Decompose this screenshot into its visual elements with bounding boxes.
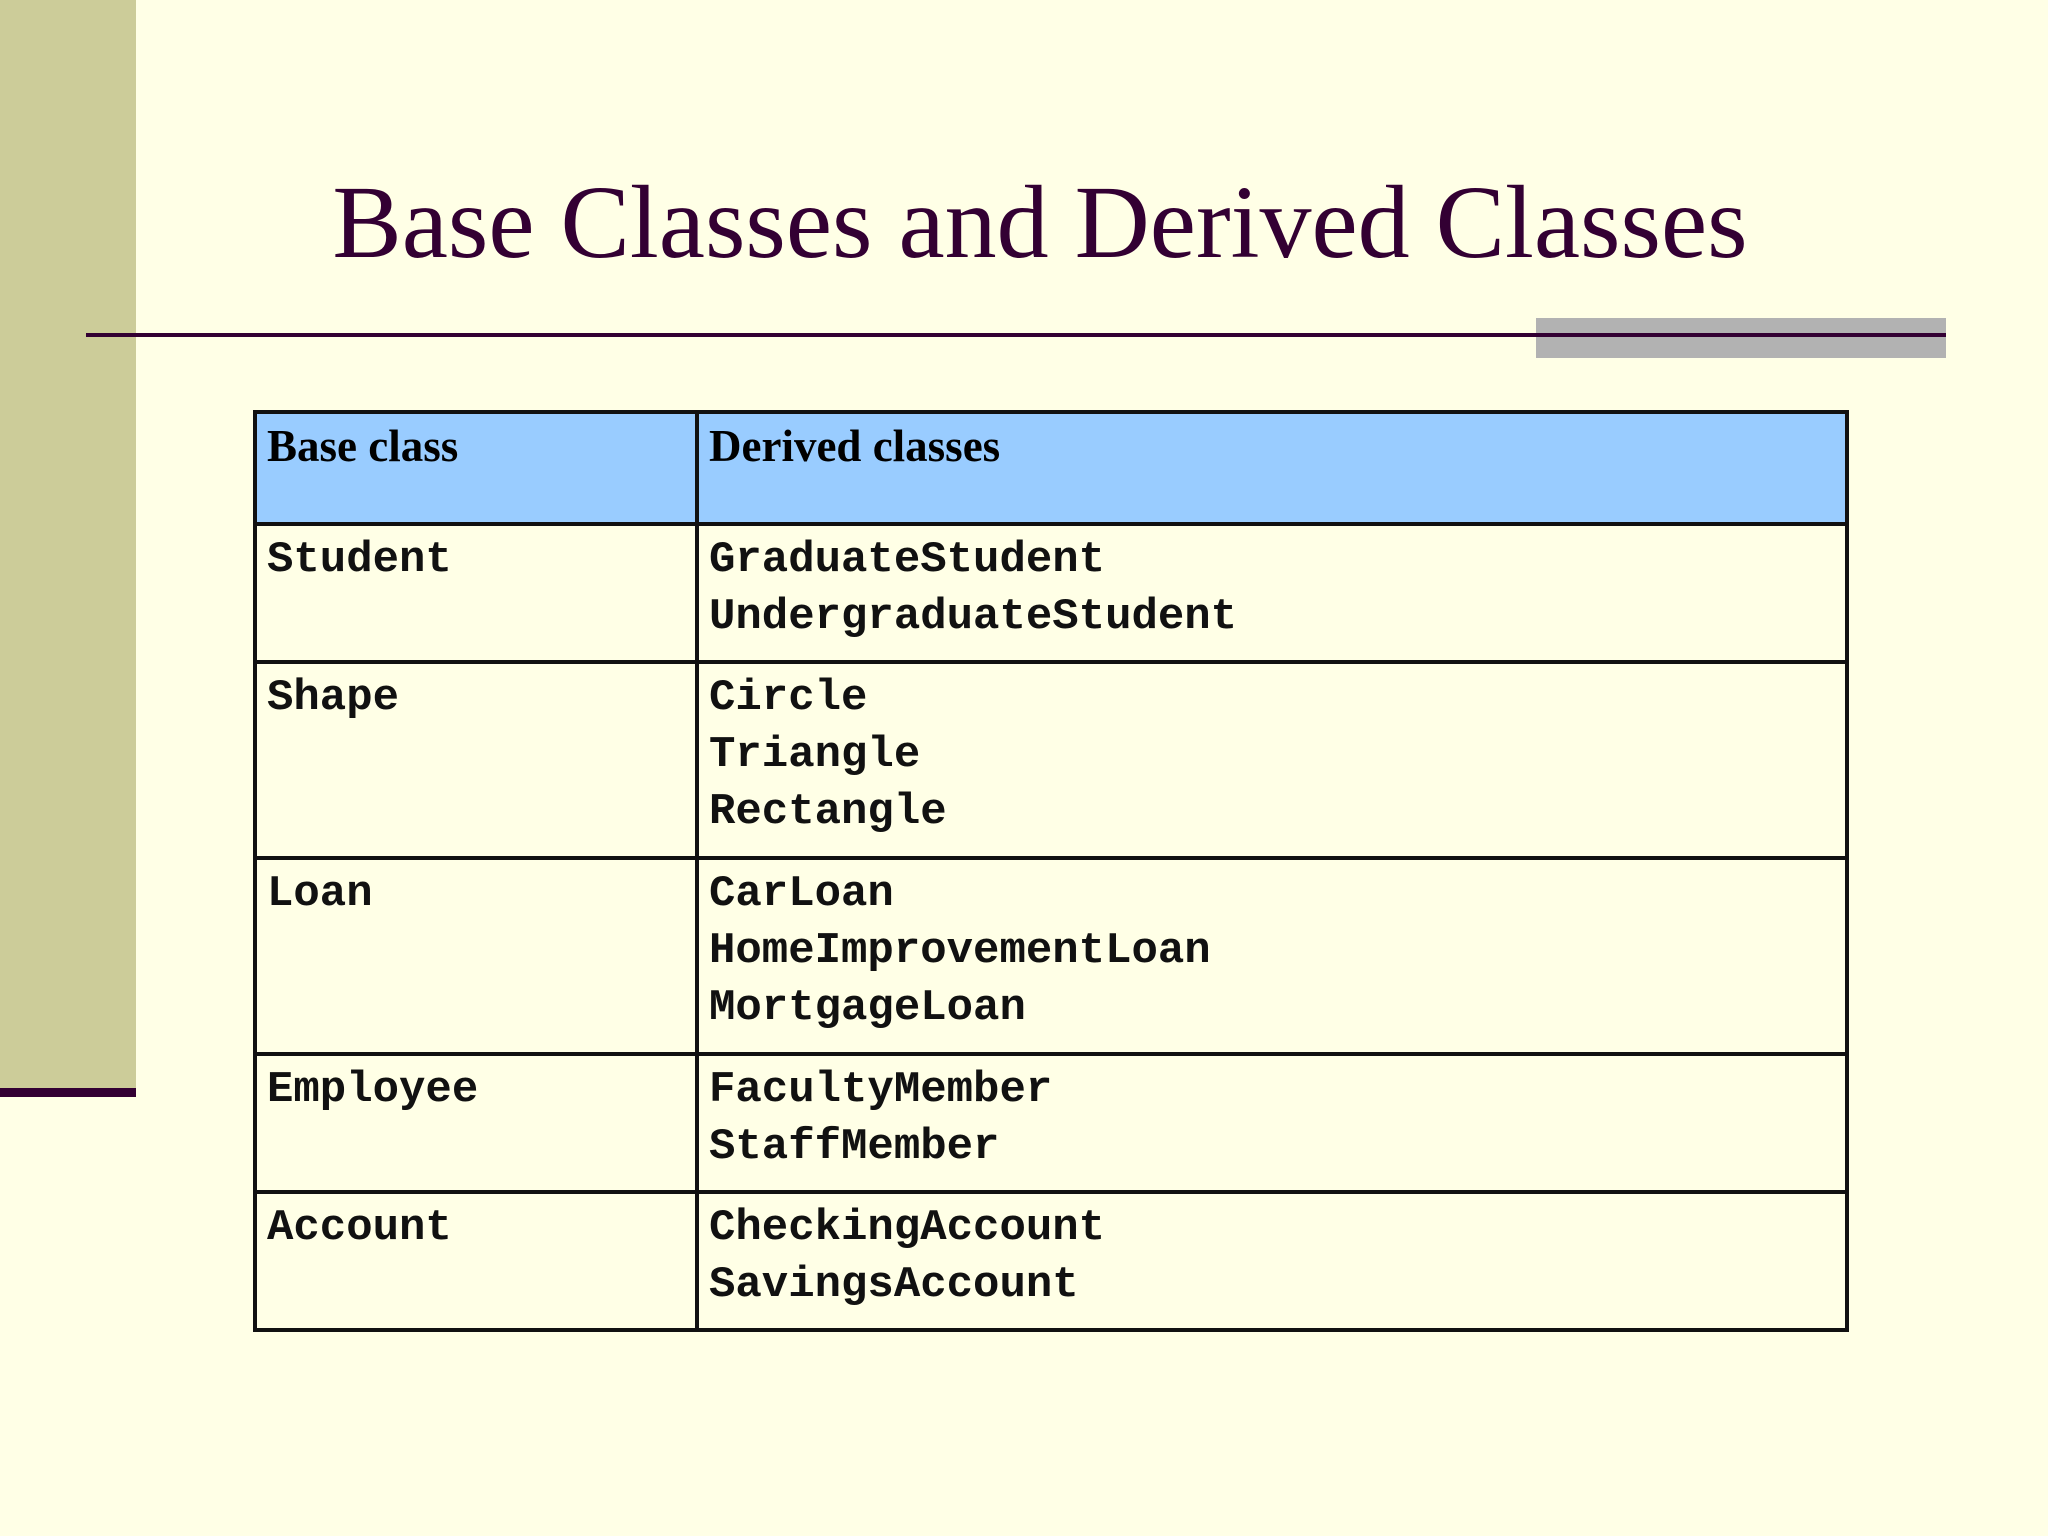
base-class-cell: Student [255,524,697,662]
table-row [255,662,1847,858]
header-derived-classes: Derived classes [697,412,1847,524]
derived-class: MortgageLoan [709,983,1026,1033]
derived-classes-cell [697,858,1847,1054]
base-class-cell: Account [255,1192,697,1330]
table-row [255,858,1847,1054]
derived-class: Triangle [709,730,921,780]
derived-class: HomeImprovementLoan [709,926,1211,976]
base-class-cell: Loan [255,858,697,1054]
header-base-class: Base class [255,412,697,524]
title-divider-shadow [1536,318,1946,358]
slide-title: Base Classes and Derived Classes [332,165,1748,280]
derived-classes-cell [697,524,1847,662]
base-class-cell: Employee [255,1054,697,1192]
derived-classes-cell [697,1054,1847,1192]
derived-class: GraduateStudent [709,535,1106,585]
derived-class: UndergraduateStudent [709,592,1238,642]
title-divider-accent [1536,333,1946,337]
table-row [255,524,1847,662]
derived-class: CarLoan [709,869,894,919]
derived-class: CheckingAccount [709,1203,1106,1253]
derived-class: StaffMember [709,1122,1000,1172]
table-header-row [255,412,1847,524]
derived-class: FacultyMember [709,1065,1053,1115]
derived-classes-cell [697,662,1847,858]
table-row [255,1054,1847,1192]
derived-class: Rectangle [709,787,947,837]
class-table [253,410,1849,1332]
sidebar-accent-line [0,1088,136,1097]
derived-classes-cell [697,1192,1847,1330]
derived-class: SavingsAccount [709,1260,1079,1310]
table-row [255,1192,1847,1330]
derived-class: Circle [709,673,868,723]
sidebar-decoration [0,0,136,1088]
base-class-cell: Shape [255,662,697,858]
